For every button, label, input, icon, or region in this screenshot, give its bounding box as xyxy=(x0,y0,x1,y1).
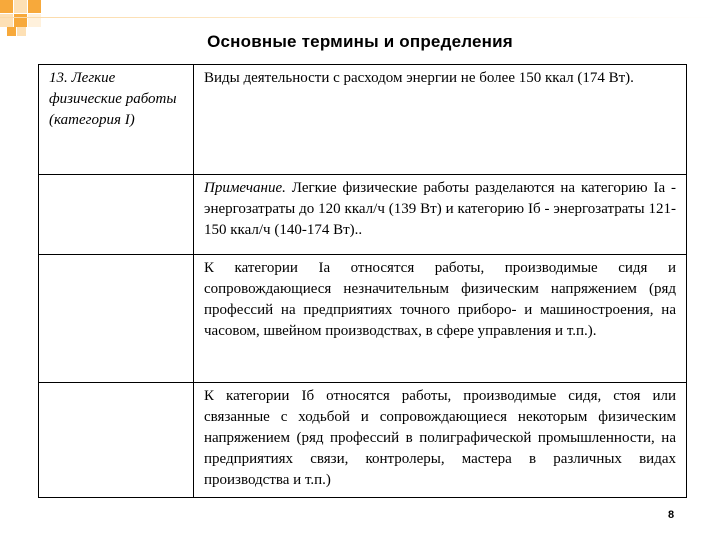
deco-square xyxy=(14,14,27,27)
table-row xyxy=(39,175,687,255)
note-text: Легкие физические работы разделаются на категорию Iа - энергозатраты до 120 ккал/ч (139 Вт) и категорию Iб - энергозатраты 121-150 ккал/ч (140-174 Вт).. xyxy=(204,180,676,238)
note-label: Примечание. xyxy=(204,180,286,196)
empty-cell xyxy=(39,175,194,255)
table-row xyxy=(39,65,687,175)
definition-cell: Виды деятельности с расходом энергии не более 150 ккал (174 Вт). xyxy=(194,65,687,175)
note-cell xyxy=(194,175,687,255)
empty-cell xyxy=(39,255,194,383)
category-ia-cell: К категории Iа относятся работы, производимые сидя и сопровождающиеся незначительным физическим напряжением (ряд профессий на предприятиях точного приборо- и машиностроения, на часовом, швейном производствах, в сфере управления и т.п.). xyxy=(194,255,687,383)
table-row xyxy=(39,383,687,498)
decorative-line xyxy=(0,17,720,18)
terms-table xyxy=(38,64,687,498)
category-ib-cell: К категории Iб относятся работы, производимые сидя, стоя или связанные с ходьбой и сопровождающиеся некоторым физическим напряжением (ряд профессий в полиграфической промышленности, на предприятиях связи, контролеры, мастера в различных видах производства и т.п.) xyxy=(194,383,687,498)
table-row xyxy=(39,255,687,383)
deco-square xyxy=(28,14,41,27)
term-cell: 13. Легкие физические работы (категория I) xyxy=(39,65,194,175)
deco-square xyxy=(0,0,13,13)
deco-square xyxy=(14,0,27,13)
empty-cell xyxy=(39,383,194,498)
page-number: 8 xyxy=(668,509,675,521)
slide-title: Основные термины и определения xyxy=(207,32,513,51)
deco-square xyxy=(0,14,13,27)
deco-square xyxy=(28,0,41,13)
